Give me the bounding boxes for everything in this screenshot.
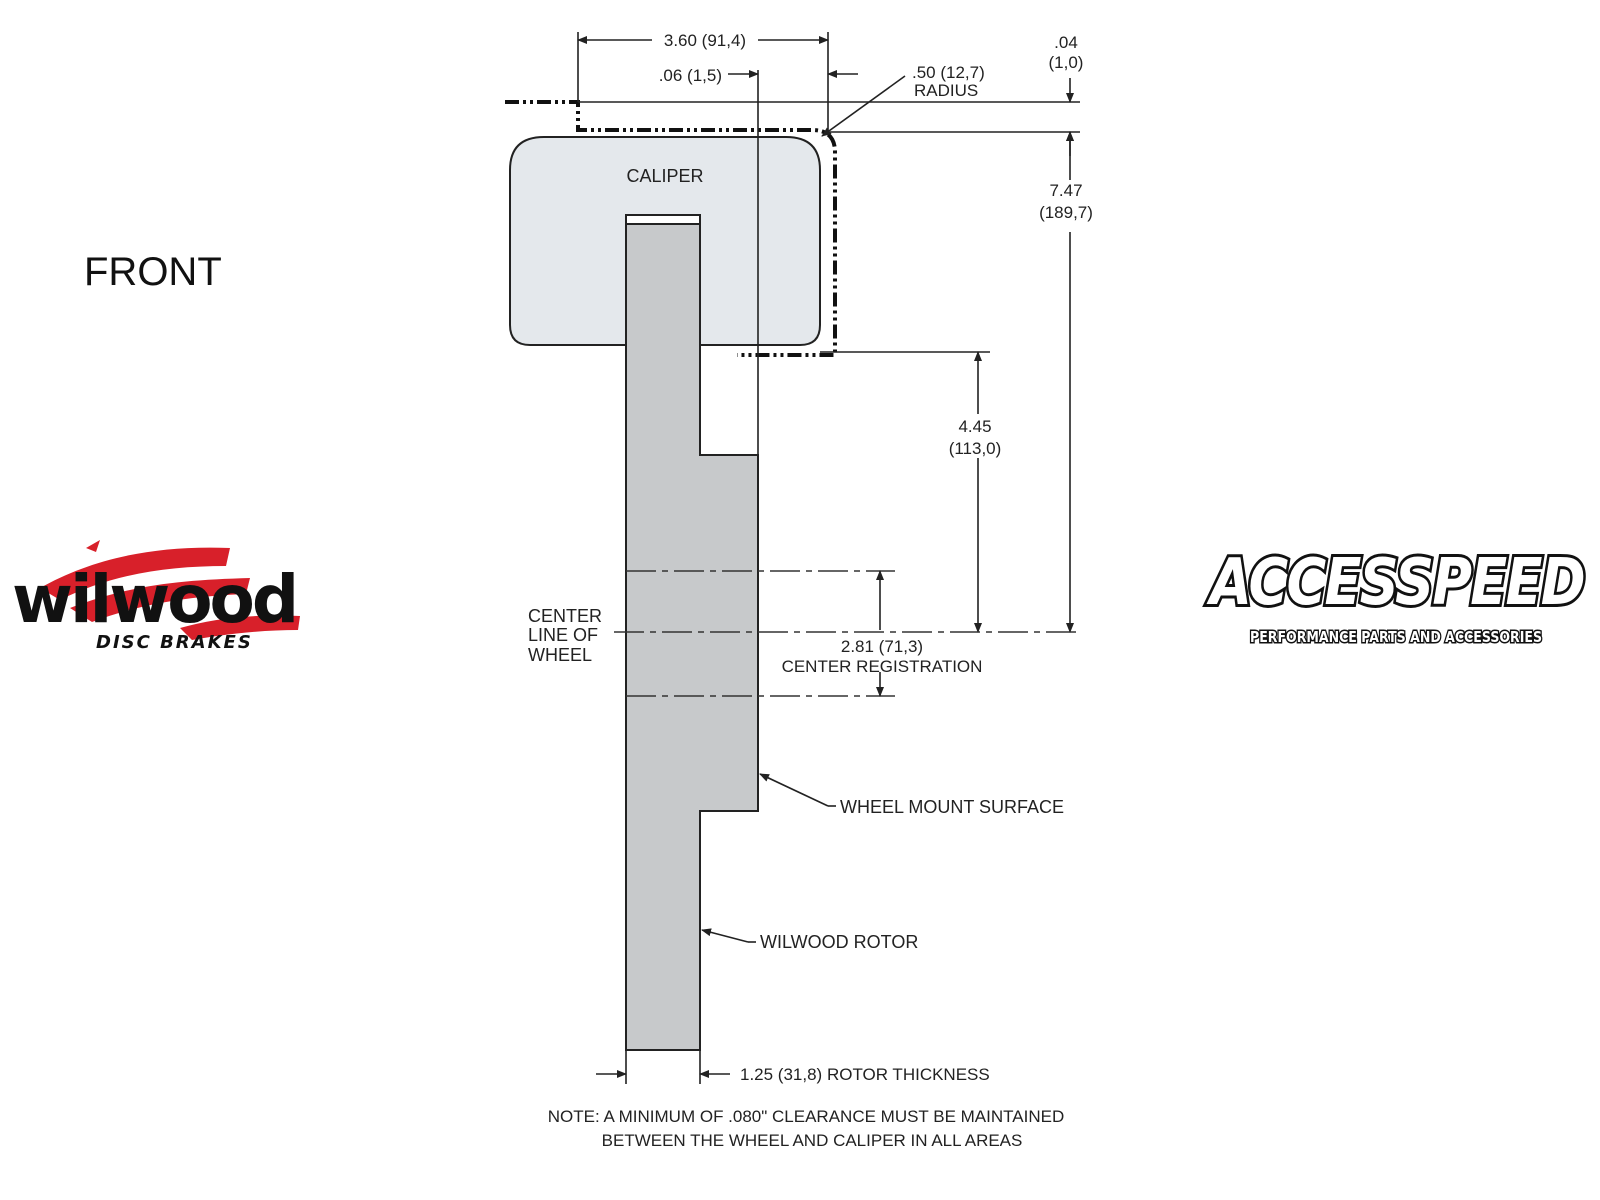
- lower-height-value-label: 4.45: [958, 417, 992, 436]
- height-value-label: 7.47: [1049, 181, 1083, 200]
- gap-value-label: .04: [1054, 33, 1078, 52]
- accespeed-logo-tagline: PERFORMANCE PARTS AND ACCESSORIES: [1250, 628, 1542, 646]
- rotor-thickness-label: 1.25 (31,8) ROTOR THICKNESS: [740, 1065, 990, 1084]
- center-line-label-1: CENTER: [528, 606, 603, 626]
- lower-height-metric-label: (113,0): [948, 439, 1002, 458]
- offset-dimension-label: .06 (1,5): [658, 66, 722, 85]
- gap-metric-label: (1,0): [1048, 53, 1084, 72]
- accespeed-logo-wordmark: ACCESSPEED: [1205, 546, 1584, 620]
- height-metric-label: (189,7): [1039, 203, 1093, 222]
- wilwood-rotor-shape: [626, 224, 758, 1050]
- radius-value-label: .50 (12,7): [912, 63, 985, 82]
- wilwood-logo-subtitle: DISC BRAKES: [96, 632, 253, 653]
- wilwood-logo-flare: [86, 540, 100, 552]
- width-dimension-label: 3.60 (91,4): [663, 31, 747, 50]
- registration-value-label: 2.81 (71,3): [840, 637, 924, 656]
- radius-word-label: RADIUS: [914, 81, 979, 100]
- wilwood-rotor-label: WILWOOD ROTOR: [760, 932, 919, 952]
- registration-name-label: CENTER REGISTRATION: [781, 657, 983, 676]
- clearance-note-line-2: BETWEEN THE WHEEL AND CALIPER IN ALL AREAS: [601, 1131, 1023, 1150]
- wheel-mount-leader: [760, 774, 828, 806]
- accespeed-logo: [1206, 546, 1584, 646]
- front-view-label: FRONT: [84, 250, 222, 294]
- wheel-mount-surface-label: WHEEL MOUNT SURFACE: [840, 797, 1065, 817]
- wilwood-logo: [12, 540, 300, 653]
- radius-leader: [822, 76, 905, 136]
- center-line-label-2: LINE OF: [528, 625, 599, 645]
- caliper-label: CALIPER: [626, 166, 704, 186]
- clearance-note-line-1: NOTE: A MINIMUM OF .080" CLEARANCE MUST BE MAINTAINED: [547, 1107, 1065, 1126]
- rotor-leader: [702, 930, 748, 942]
- center-line-label-3: WHEEL: [528, 645, 593, 665]
- wilwood-logo-wordmark: wilwood: [12, 561, 297, 638]
